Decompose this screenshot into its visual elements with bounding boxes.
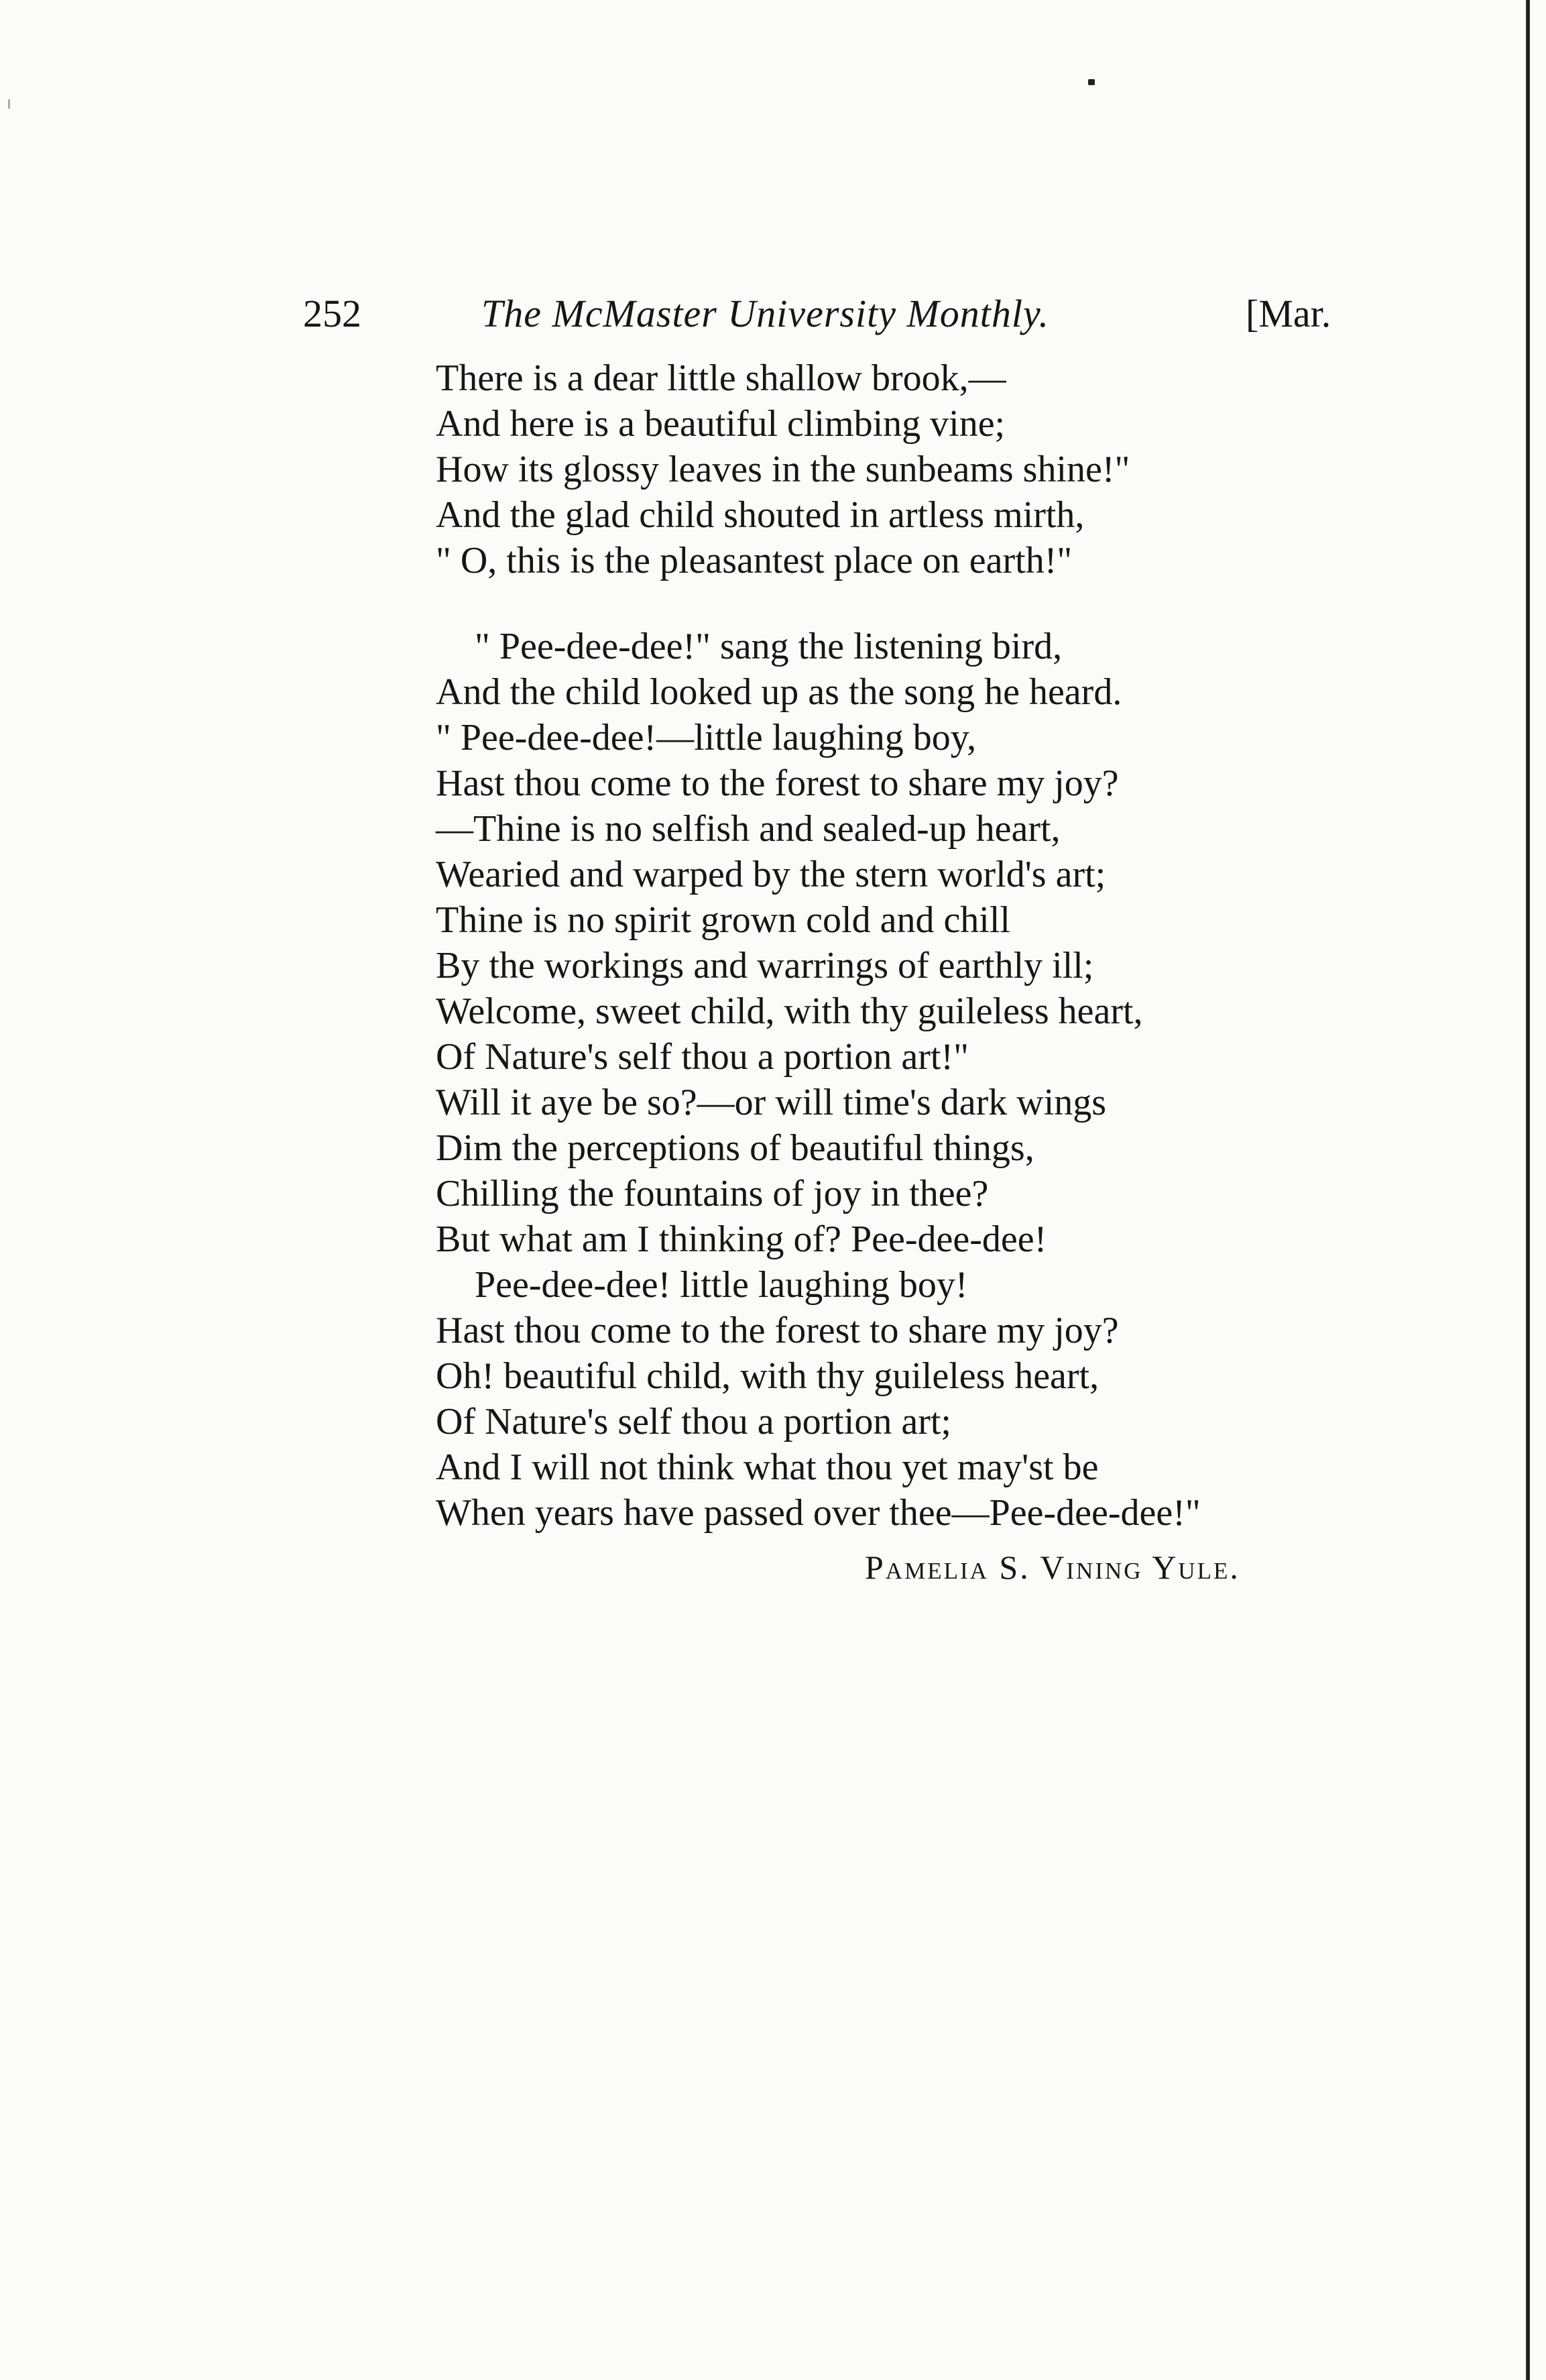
poem-line: When years have passed over thee—Pee-dee-dee!" bbox=[436, 1492, 1201, 1534]
poem-line: Welcome, sweet child, with thy guileless heart, bbox=[436, 990, 1143, 1032]
edge-mark bbox=[8, 99, 10, 109]
ink-speck bbox=[1088, 79, 1095, 85]
poem-line: Oh! beautiful child, with thy guileless heart, bbox=[436, 1355, 1099, 1397]
poem-line: " O, this is the pleasantest place on earth!" bbox=[436, 540, 1073, 581]
poem-line: Of Nature's self thou a portion art!" bbox=[436, 1036, 969, 1078]
poem-line: Chilling the fountains of joy in thee? bbox=[436, 1173, 989, 1214]
poem-line: —Thine is no selfish and sealed-up heart, bbox=[436, 808, 1061, 850]
poem-line: Thine is no spirit grown cold and chill bbox=[436, 899, 1010, 941]
poem-line: There is a dear little shallow brook,— bbox=[436, 357, 1006, 399]
issue-month: [Mar. bbox=[1246, 292, 1331, 335]
poem-line: Of Nature's self thou a portion art; bbox=[436, 1401, 951, 1442]
page-header bbox=[0, 287, 1546, 341]
author-signature: Pamelia S. Vining Yule. bbox=[865, 1548, 1240, 1586]
poem-line: How its glossy leaves in the sunbeams shine!" bbox=[436, 449, 1130, 490]
poem-line: Will it aye be so?—or will time's dark wings bbox=[436, 1082, 1107, 1123]
page-binding-edge bbox=[1526, 0, 1530, 2380]
poem-line: Hast thou come to the forest to share my joy? bbox=[436, 762, 1119, 804]
stanza-2 bbox=[436, 624, 1374, 1536]
poem-line: And the glad child shouted in artless mirth, bbox=[436, 494, 1085, 536]
poem-line: Pee-dee-dee! little laughing boy! bbox=[475, 1264, 968, 1306]
poem-line: And here is a beautiful climbing vine; bbox=[436, 403, 1006, 445]
stanza-gap bbox=[436, 583, 1374, 624]
poem-line: And the child looked up as the song he heard. bbox=[436, 671, 1122, 713]
page-number: 252 bbox=[303, 292, 361, 335]
stanza-1 bbox=[436, 355, 1374, 583]
poem-line: " Pee-dee-dee!" sang the listening bird, bbox=[475, 626, 1063, 667]
poem-line: Dim the perceptions of beautiful things, bbox=[436, 1127, 1034, 1169]
running-title: The McMaster University Monthly. bbox=[481, 292, 1050, 335]
poem bbox=[436, 355, 1374, 1536]
poem-line: But what am I thinking of? Pee-dee-dee! bbox=[436, 1219, 1047, 1260]
poem-line: And I will not think what thou yet may'st be bbox=[436, 1447, 1099, 1488]
poem-line: " Pee-dee-dee!—little laughing boy, bbox=[436, 717, 977, 758]
poem-line: Wearied and warped by the stern world's art; bbox=[436, 854, 1106, 895]
poem-line: By the workings and warrings of earthly ill; bbox=[436, 945, 1094, 986]
poem-line: Hast thou come to the forest to share my joy? bbox=[436, 1310, 1119, 1351]
